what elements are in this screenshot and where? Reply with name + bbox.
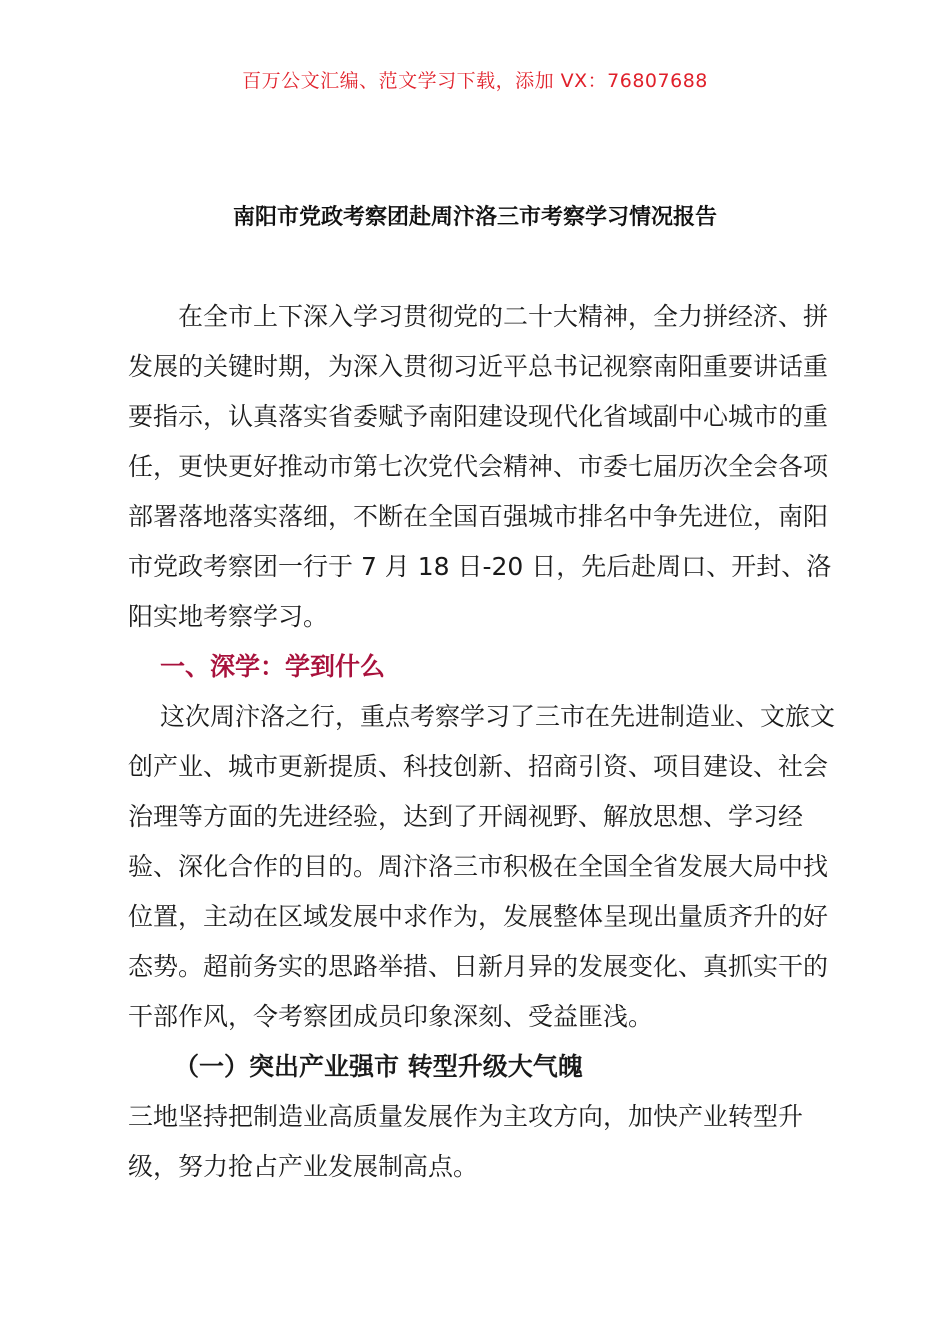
document-title: 南阳市党政考察团赴周汴洛三市考察学习情况报告 bbox=[232, 205, 717, 230]
section-heading: 一、深学：学到什么 bbox=[160, 652, 386, 681]
subsection-paragraph: 三地坚持把制造业高质量发展作为主攻方向，加快产业转型升级，努力抢占产业发展制高点。 bbox=[128, 1102, 804, 1181]
header-note: 百万公文汇编、范文学习下载，添加 VX：76807688 bbox=[242, 70, 708, 92]
section-paragraph: 这次周汴洛之行，重点考察学习了三市在先进制造业、文旅文创产业、城市更新提质、科技创新、招商引资、项目建设、社会治理等方面的先进经验，达到了开阔视野、解放思想、学习经验、深化合作的目的。周汴洛三市积极在全国全省发展大局中找位置，主动在区域发展中求作为，发展整体呈现出量质齐升的好态势。超前务实的思路举措、日新月异的发展变化、真抓实干的干部作风，令考察团成员印象深刻、受益匪浅。 bbox=[128, 702, 836, 1031]
document-body bbox=[128, 292, 840, 1192]
subsection-heading: （一）突出产业强市 转型升级大气魄 bbox=[174, 1052, 583, 1081]
intro-paragraph: 在全市上下深入学习贯彻党的二十大精神，全力拼经济、拼发展的关键时期，为深入贯彻习近平总书记视察南阳重要讲话重要指示，认真落实省委赋予南阳建设现代化省域副中心城市的重任，更快更好推动市第七次党代会精神、市委七届历次全会各项部署落地落实落细，不断在全国百强城市排名中争先进位，南阳市党政考察团一行于 7 月 18 日-20 日，先后赴周口、开封、洛阳实地考察学习。 bbox=[128, 302, 832, 631]
